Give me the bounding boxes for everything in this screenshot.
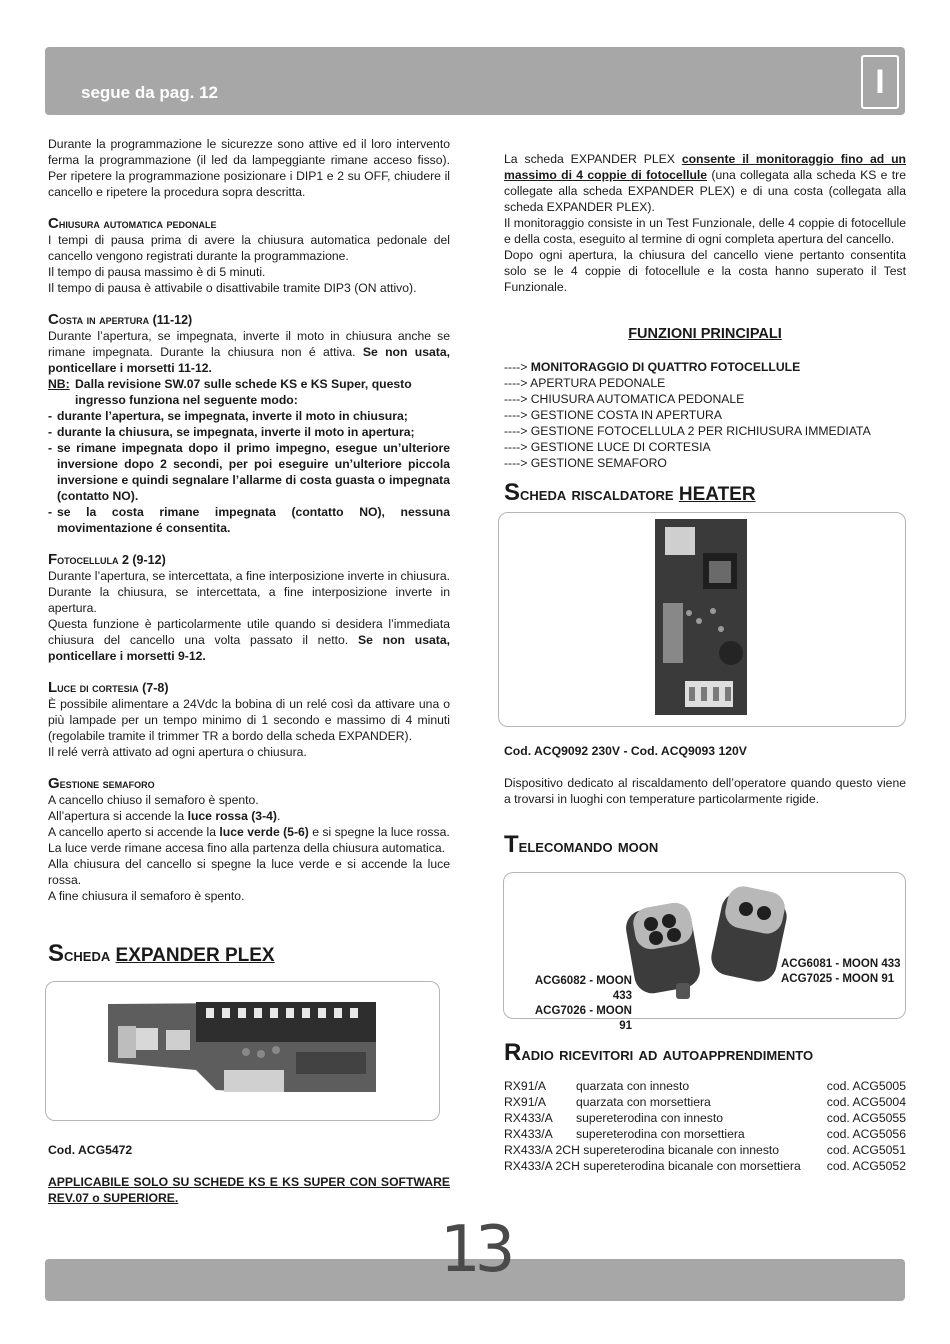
heater-desc: Dispositivo dedicato al riscaldamento dell’operatore quando questo viene a trovarsi in luoghi con temperature particolarmente rigide. bbox=[504, 776, 906, 806]
costa-text: Durante l’apertura, se impegnata, inverte il moto in chiusura anche se rimane impegnata. Durante la chiusura non é attiva. Se non usata, ponticellare i morsetti 11-12. bbox=[48, 329, 450, 375]
remote-image bbox=[503, 872, 906, 1032]
table-row: RX433/A supereterodina con morsettiera cod. ACG5056 bbox=[504, 1127, 906, 1141]
list-item: ----> GESTIONE FOTOCELLULA 2 PER RICHIUSURA IMMEDIATA bbox=[504, 424, 871, 438]
chiusura-text: Il tempo di pausa è attivabile o disattivabile tramite DIP3 (ON attivo). bbox=[48, 281, 417, 295]
list-item: ----> CHIUSURA AUTOMATICA PEDONALE bbox=[504, 392, 745, 406]
semaforo-text: La luce verde rimane accesa fino alla partenza della chiusura automatica. bbox=[48, 841, 445, 855]
section-title-chiusura: Chiusura automatica pedonale bbox=[48, 215, 217, 232]
table-row: RX91/A quarzata con morsettiera cod. ACG5004 bbox=[504, 1095, 906, 1109]
plex-text: La scheda EXPANDER PLEX consente il monitoraggio fino ad un massimo di 4 coppie di fotocellule (una collegata alla scheda KS e tre collegate alla scheda EXPANDER PLEX) e di una costa (collegata alla scheda EXPANDER PLEX). bbox=[504, 152, 906, 214]
list-item: ----> GESTIONE LUCE DI CORTESIA bbox=[504, 440, 711, 454]
table-row: RX433/A 2CH supereterodina bicanale con morsettiera cod. ACG5052 bbox=[504, 1159, 906, 1173]
section-title-heater: Scheda riscaldatore HEATER bbox=[504, 479, 756, 506]
remote-left-icon bbox=[623, 900, 703, 999]
list-item: - durante l’apertura, se impegnata, inverte il moto in chiusura; bbox=[48, 409, 408, 423]
page-number: 13 bbox=[440, 1213, 510, 1287]
table-row: RX433/A supereterodina con innesto cod. ACG5055 bbox=[504, 1111, 906, 1125]
plex-text: Dopo ogni apertura, la chiusura del cancello viene pertanto consentita solo se le 4 coppie di fotocellule e la costa hanno superato il Test Funzionale. bbox=[504, 248, 906, 294]
costa-list bbox=[48, 408, 450, 536]
expander-board-drawing bbox=[46, 982, 439, 1120]
funzioni-list bbox=[504, 359, 906, 471]
list-item: ----> GESTIONE COSTA IN APERTURA bbox=[504, 408, 722, 422]
fotocellula-text: Questa funzione è particolarmente utile quando si desidera l’immediata chiusura del cancello una volta passato il netto. Se non usata, ponticellare i morsetti 9-12. bbox=[48, 617, 450, 663]
nb-note-cont: ingresso funziona nel seguente modo: bbox=[75, 393, 298, 407]
remote-right-code-433: ACG6081 - MOON 433 bbox=[781, 958, 901, 970]
remote-right-code-91: ACG7025 - MOON 91 bbox=[781, 973, 895, 985]
expander-code: Cod. ACG5472 bbox=[48, 1143, 133, 1157]
right-column bbox=[504, 151, 906, 295]
remote-right-icon bbox=[708, 883, 790, 985]
chiusura-text: Il tempo di pausa massimo è di 5 minuti. bbox=[48, 265, 266, 279]
radio-table bbox=[504, 1078, 906, 1174]
expander-info bbox=[48, 1142, 450, 1206]
left-column bbox=[48, 136, 450, 904]
luce-text: È possibile alimentare a 24Vdc la bobina di un relé così da attivare una o più lampade per un tempo minimo di 1 secondo e massimo di 4 minuti (regolabile tramite il trimmer TR a bordo della scheda EXPANDER). bbox=[48, 697, 450, 743]
heater-code: Cod. ACQ9092 230V - Cod. ACQ9093 120V bbox=[504, 744, 747, 758]
table-row: RX91/A quarzata con innesto cod. ACG5005 bbox=[504, 1079, 906, 1093]
continued-from-label: segue da pag. 12 bbox=[81, 83, 218, 102]
semaforo-text: All’apertura si accende la luce rossa (3-4). bbox=[48, 809, 281, 823]
funzioni-title: FUNZIONI PRINCIPALI bbox=[628, 326, 782, 342]
list-item: - se rimane impegnata dopo il primo impegno, esegue un’ulteriore inversione dopo 2 secondi, per poi eseguire un’ulteriore piccola inversione e quindi segnalare l’allarme di costa guasta o impegnata (contatto NO). bbox=[48, 441, 450, 503]
header-bar bbox=[45, 47, 905, 115]
semaforo-text: Alla chiusura del cancello si spegne la luce verde e si accende la luce rossa. bbox=[48, 857, 450, 887]
section-title-costa: Costa in apertura (11-12) bbox=[48, 311, 193, 328]
section-title-semaforo: Gestione semaforo bbox=[48, 775, 155, 792]
table-row: RX433/A 2CH supereterodina bicanale con innesto cod. ACG5051 bbox=[504, 1143, 906, 1157]
semaforo-text: A cancello aperto si accende la luce verde (5-6) e si spegne la luce rossa. bbox=[48, 825, 450, 839]
list-item: - se la costa rimane impegnata (contatto NO), nessuna movimentazione é consentita. bbox=[48, 505, 450, 535]
semaforo-text: A fine chiusura il semaforo è spento. bbox=[48, 889, 245, 903]
section-title-radio: Radio ricevitori ad autoapprendimento bbox=[504, 1039, 814, 1066]
nb-note: NB: Dalla revisione SW.07 sulle schede KS e KS Super, questo bbox=[48, 377, 412, 391]
intro-paragraph: Durante la programmazione le sicurezze sono attive ed il loro intervento ferma la programmazione (il led da lampeggiante rimane acceso fisso). Per ripetere la programmazione posizionare i DIP1 e 2 su OFF, chiudere il cancello e ripetere la procedura sopra descritta. bbox=[48, 137, 450, 199]
remote-left-code-433: ACG6082 - MOON 433 bbox=[534, 975, 632, 1002]
list-item: ----> MONITORAGGIO DI QUATTRO FOTOCELLULE bbox=[504, 360, 801, 374]
language-tab: I bbox=[861, 55, 899, 109]
section-title-fotocellula: Fotocellula 2 (9-12) bbox=[48, 551, 166, 568]
remote-left-code-91: ACG7026 - MOON 91 bbox=[534, 1005, 632, 1032]
heater-board-drawing bbox=[499, 513, 905, 726]
list-item: ----> APERTURA PEDONALE bbox=[504, 376, 666, 390]
remote-right-labels bbox=[781, 957, 901, 987]
section-title-expander: Scheda EXPANDER PLEX bbox=[48, 940, 275, 967]
list-item: - durante la chiusura, se impegnata, inverte il moto in apertura; bbox=[48, 425, 415, 439]
semaforo-text: A cancello chiuso il semaforo è spento. bbox=[48, 793, 259, 807]
section-title-telecomando: Telecomando moon bbox=[504, 831, 659, 858]
remote-left-labels bbox=[522, 974, 632, 1034]
section-title-luce: Luce di cortesia (7-8) bbox=[48, 679, 169, 696]
expander-note: APPLICABILE SOLO SU SCHEDE KS E KS SUPER CON SOFTWARE REV.07 o SUPERIORE. bbox=[48, 1175, 450, 1205]
fotocellula-text: Durante l’apertura, se intercettata, a fine interposizione inverte in chiusura. Durante la chiusura, se intercettata, a fine interposizione inverte in apertura. bbox=[48, 569, 450, 615]
plex-text: Il monitoraggio consiste in un Test Funzionale, delle 4 coppie di fotocellule e della costa, eseguito al termine di ogni completa apertura del cancello. bbox=[504, 216, 906, 246]
list-item: ----> GESTIONE SEMAFORO bbox=[504, 456, 667, 470]
heater-board-image bbox=[498, 512, 906, 727]
chiusura-text: I tempi di pausa prima di avere la chiusura automatica pedonale del cancello vengono registrati durante la programmazione. bbox=[48, 233, 450, 263]
heater-info bbox=[504, 743, 906, 807]
luce-text: Il relé verrà attivato ad ogni apertura o chiusura. bbox=[48, 745, 307, 759]
expander-board-image bbox=[45, 981, 440, 1121]
